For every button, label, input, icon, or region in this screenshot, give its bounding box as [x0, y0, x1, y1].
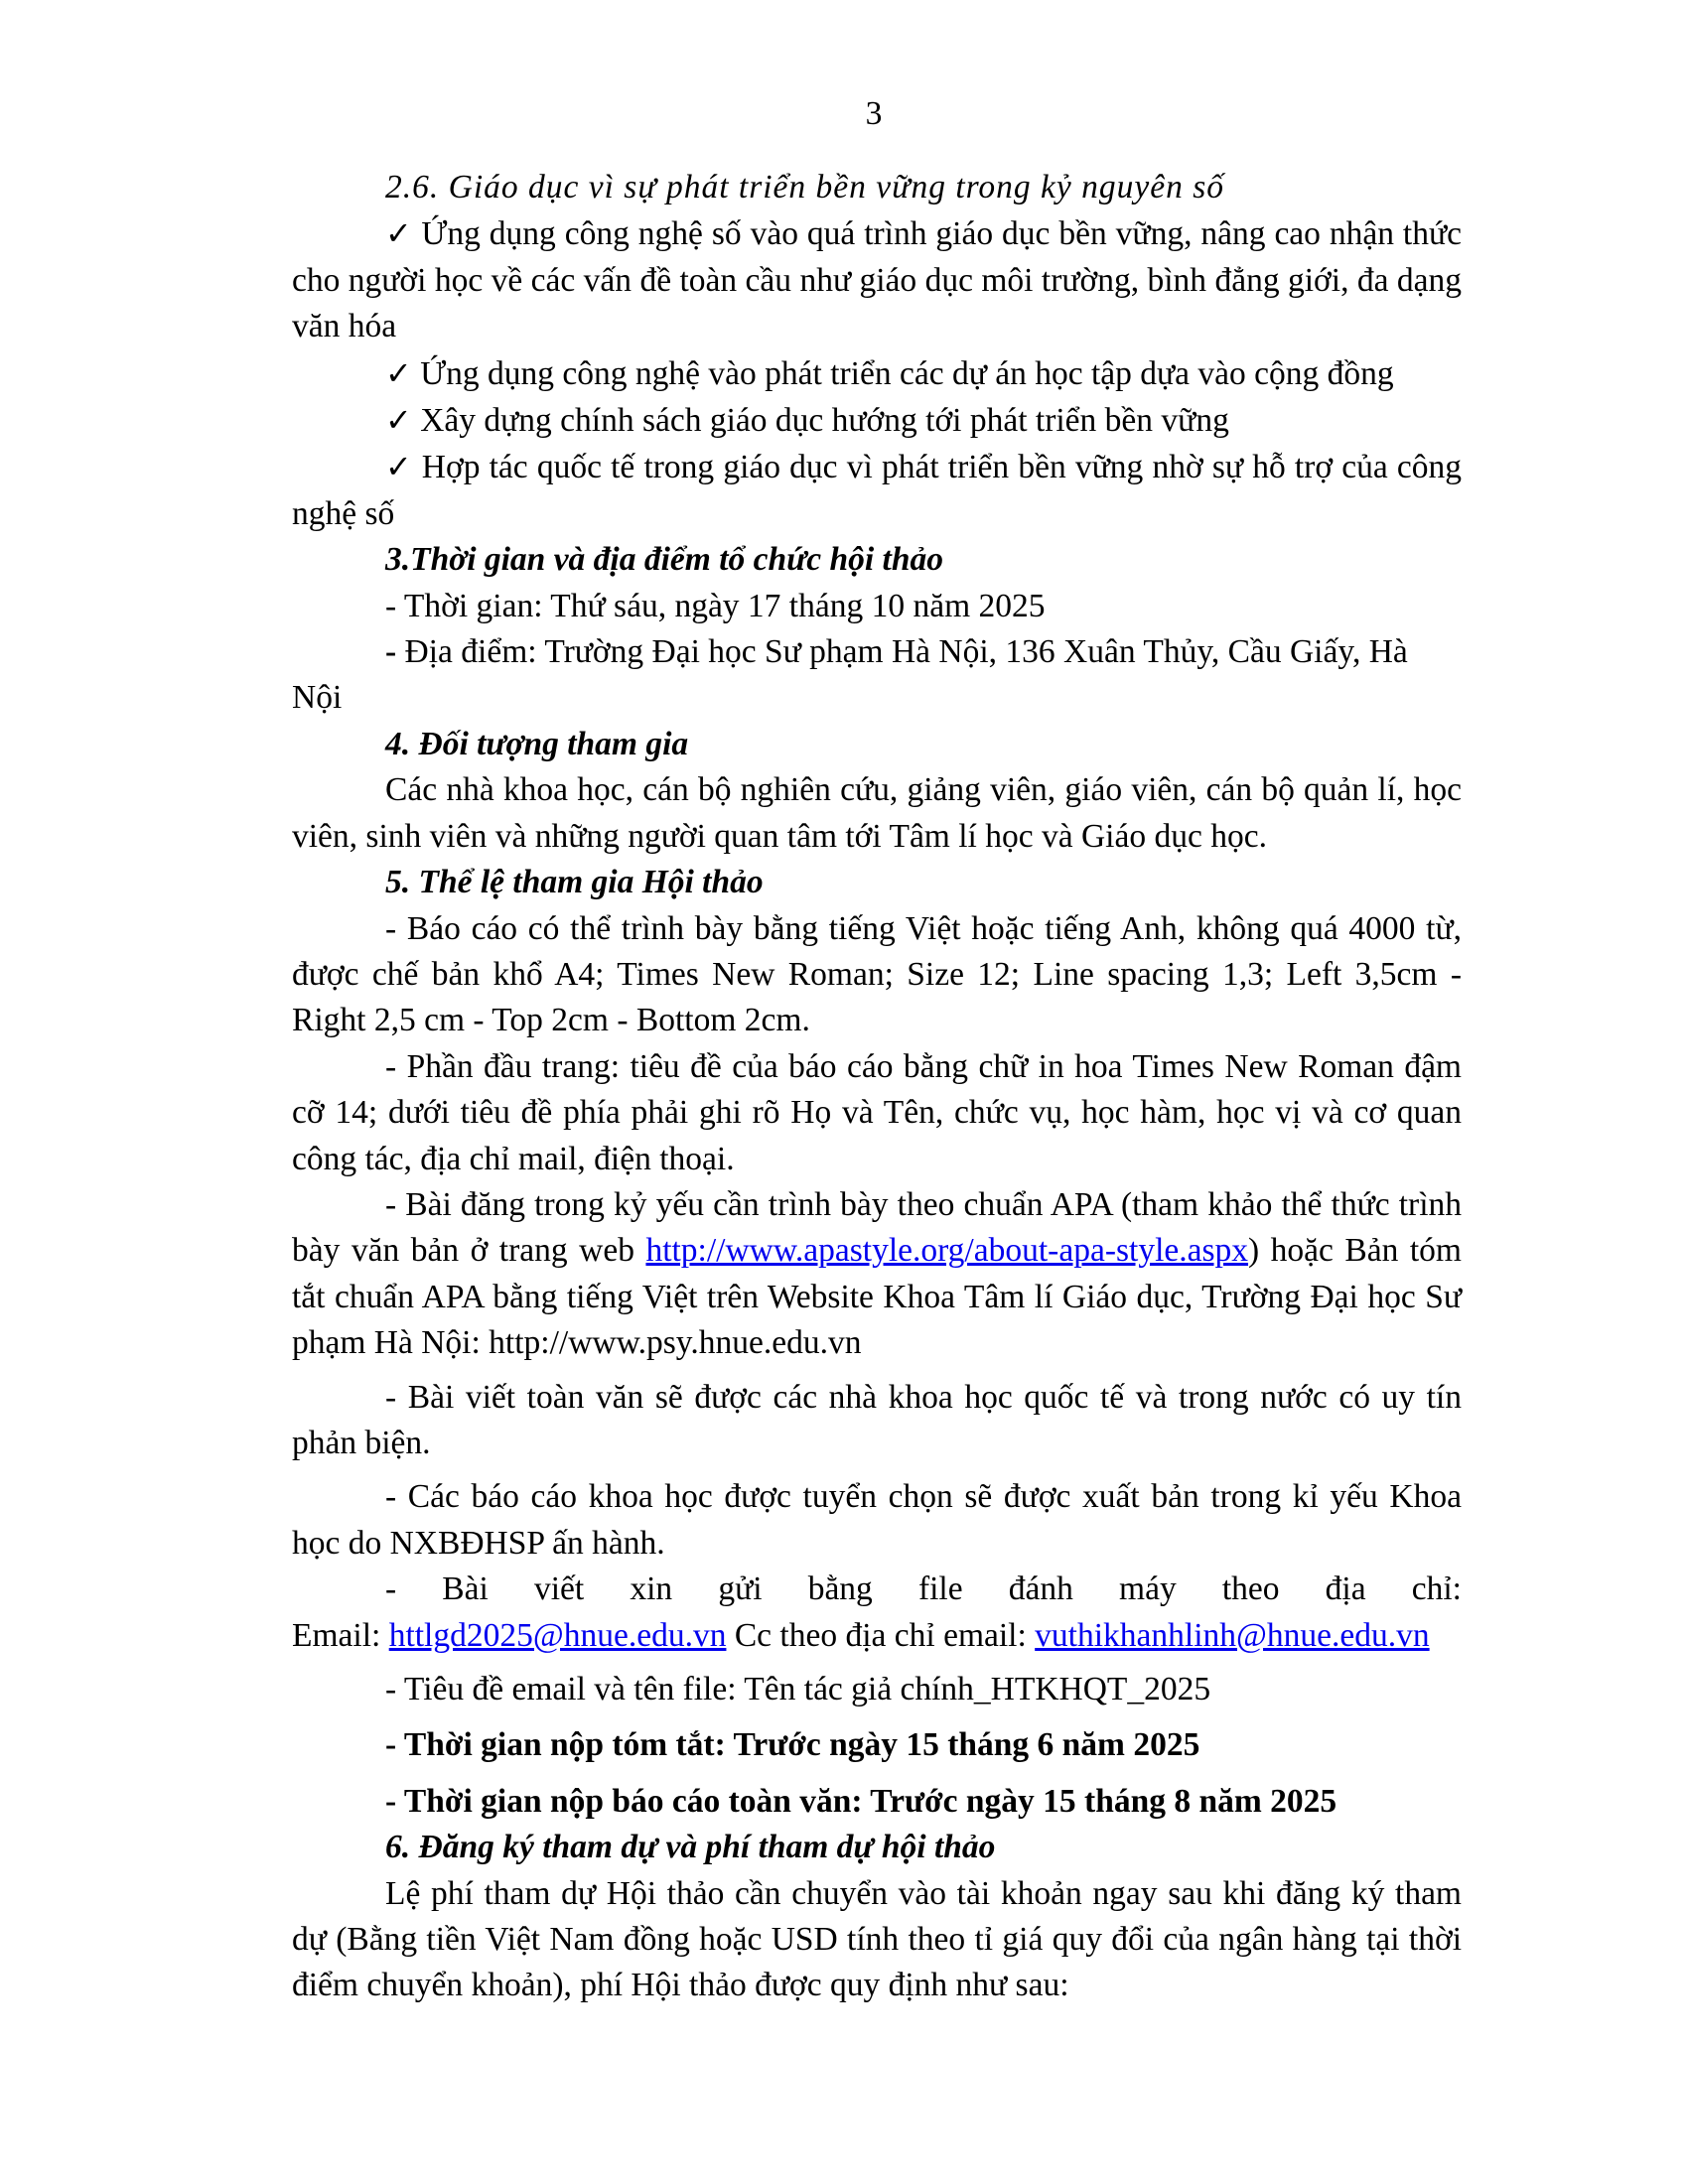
fulltext-deadline: - Thời gian nộp báo cáo toàn văn: Trước ngày 15 tháng 8 năm 2025 — [385, 1782, 1337, 1820]
section-6-heading: 6. Đăng ký tham dự và phí tham dự hội thảo — [385, 1829, 996, 1866]
list-item: ✓ Xây dựng chính sách giáo dục hướng tới phát triển bền vững — [385, 402, 1229, 440]
list-item: ✓ Ứng dụng công nghệ số vào quá trình giáo dục bền vững, nâng cao nhận thức cho người học về các vấn đề toàn cầu như giáo dục môi trường, bình đẳng giới, đa dạng văn hóa — [292, 215, 1463, 345]
submission-email-link[interactable]: httlgd2025@hnue.edu.vn — [388, 1616, 727, 1654]
document-body — [292, 165, 1462, 2009]
rule-paragraph: - Phần đầu trang: tiêu đề của báo cáo bằng chữ in hoa Times New Roman đậm cỡ 14; dưới tiêu đề phía phải ghi rõ Họ và Tên, chức vụ, học hàm, học vị và cơ quan công tác, địa chỉ mail, điện thoại. — [292, 1047, 1462, 1177]
section-5-heading: 5. Thể lệ tham gia Hội thảo — [385, 864, 764, 901]
cc-email-link[interactable]: vuthikhanhlinh@hnue.edu.vn — [1035, 1616, 1430, 1654]
list-item: ✓ Ứng dụng công nghệ vào phát triển các dự án học tập dựa vào cộng đồng — [385, 354, 1394, 392]
participants-text: Các nhà khoa học, cán bộ nghiên cứu, giảng viên, giáo viên, cán bộ quản lí, học viên, sinh viên và những người quan tâm tới Tâm lí học và Giáo dục học. — [292, 771, 1462, 855]
checkmark-icon: ✓ — [385, 449, 413, 485]
rule-paragraph: - Các báo cáo khoa học được tuyển chọn sẽ được xuất bản trong kỉ yếu Khoa học do NXBĐHSP ấn hành. — [292, 1478, 1462, 1562]
rule-paragraph: - Bài viết toàn văn sẽ được các nhà khoa học quốc tế và trong nước có uy tín phản biện. — [292, 1378, 1462, 1461]
section-2-6-heading: 2.6. Giáo dục vì sự phát triển bền vững trong kỷ nguyên số — [385, 169, 1225, 205]
email-subject-rule: - Tiêu đề email và tên file: Tên tác giả chính_HTKHQT_2025 — [385, 1671, 1211, 1707]
page-number: 3 — [865, 95, 883, 132]
checkmark-icon: ✓ — [385, 215, 413, 252]
list-item: ✓ Hợp tác quốc tế trong giáo dục vì phát triển bền vững nhờ sự hỗ trợ của công nghệ số — [292, 449, 1462, 532]
section-4-heading: 4. Đối tượng tham gia — [385, 725, 689, 762]
rule-paragraph: - Bài đăng trong kỷ yếu cần trình bày theo chuẩn APA (tham khảo thể thức trình bày văn bản ở trang web http://www.apastyle.org/about-apa-style.aspx) hoặc Bản tóm tắt chuẩn APA bằng tiếng Việt trên Website Khoa Tâm lí Giáo dục, Trường Đại học Sư phạm Hà Nội: http://www.psy.hnue.edu.vn — [292, 1185, 1462, 1362]
checkmark-icon: ✓ — [385, 402, 412, 439]
event-time: - Thời gian: Thứ sáu, ngày 17 tháng 10 năm 2025 — [385, 587, 1046, 624]
apa-style-link[interactable]: http://www.apastyle.org/about-apa-style.aspx — [645, 1232, 1249, 1270]
checkmark-icon: ✓ — [385, 354, 412, 391]
section-3-heading: 3.Thời gian và địa điểm tổ chức hội thảo — [385, 541, 943, 579]
event-place: - Địa điểm: Trường Đại học Sư phạm Hà Nội, 136 Xuân Thủy, Cầu Giấy, Hà Nội — [292, 633, 1408, 717]
fee-paragraph: Lệ phí tham dự Hội thảo cần chuyển vào tài khoản ngay sau khi đăng ký tham dự (Bằng tiền Việt Nam đồng hoặc USD tính theo tỉ giá quy đổi của ngân hàng tại thời điểm chuyển khoản), phí Hội thảo được quy định như sau: — [292, 1874, 1462, 2004]
abstract-deadline: - Thời gian nộp tóm tắt: Trước ngày 15 tháng 6 năm 2025 — [385, 1726, 1200, 1764]
submission-emails: Email: httlgd2025@hnue.edu.vn Cc theo địa chỉ email: vuthikhanhlinh@hnue.edu.vn — [292, 1616, 1430, 1654]
rule-paragraph: - Báo cáo có thể trình bày bằng tiếng Việt hoặc tiếng Anh, không quá 4000 từ, được chế bản khổ A4; Times New Roman; Size 12; Line spacing 1,3; Left 3,5cm - Right 2,5 cm - Top 2cm - Bottom 2cm. — [292, 909, 1462, 1039]
submission-line: - Bài viết xin gửi bằng file đánh máy theo địa chỉ: — [385, 1570, 1462, 1608]
